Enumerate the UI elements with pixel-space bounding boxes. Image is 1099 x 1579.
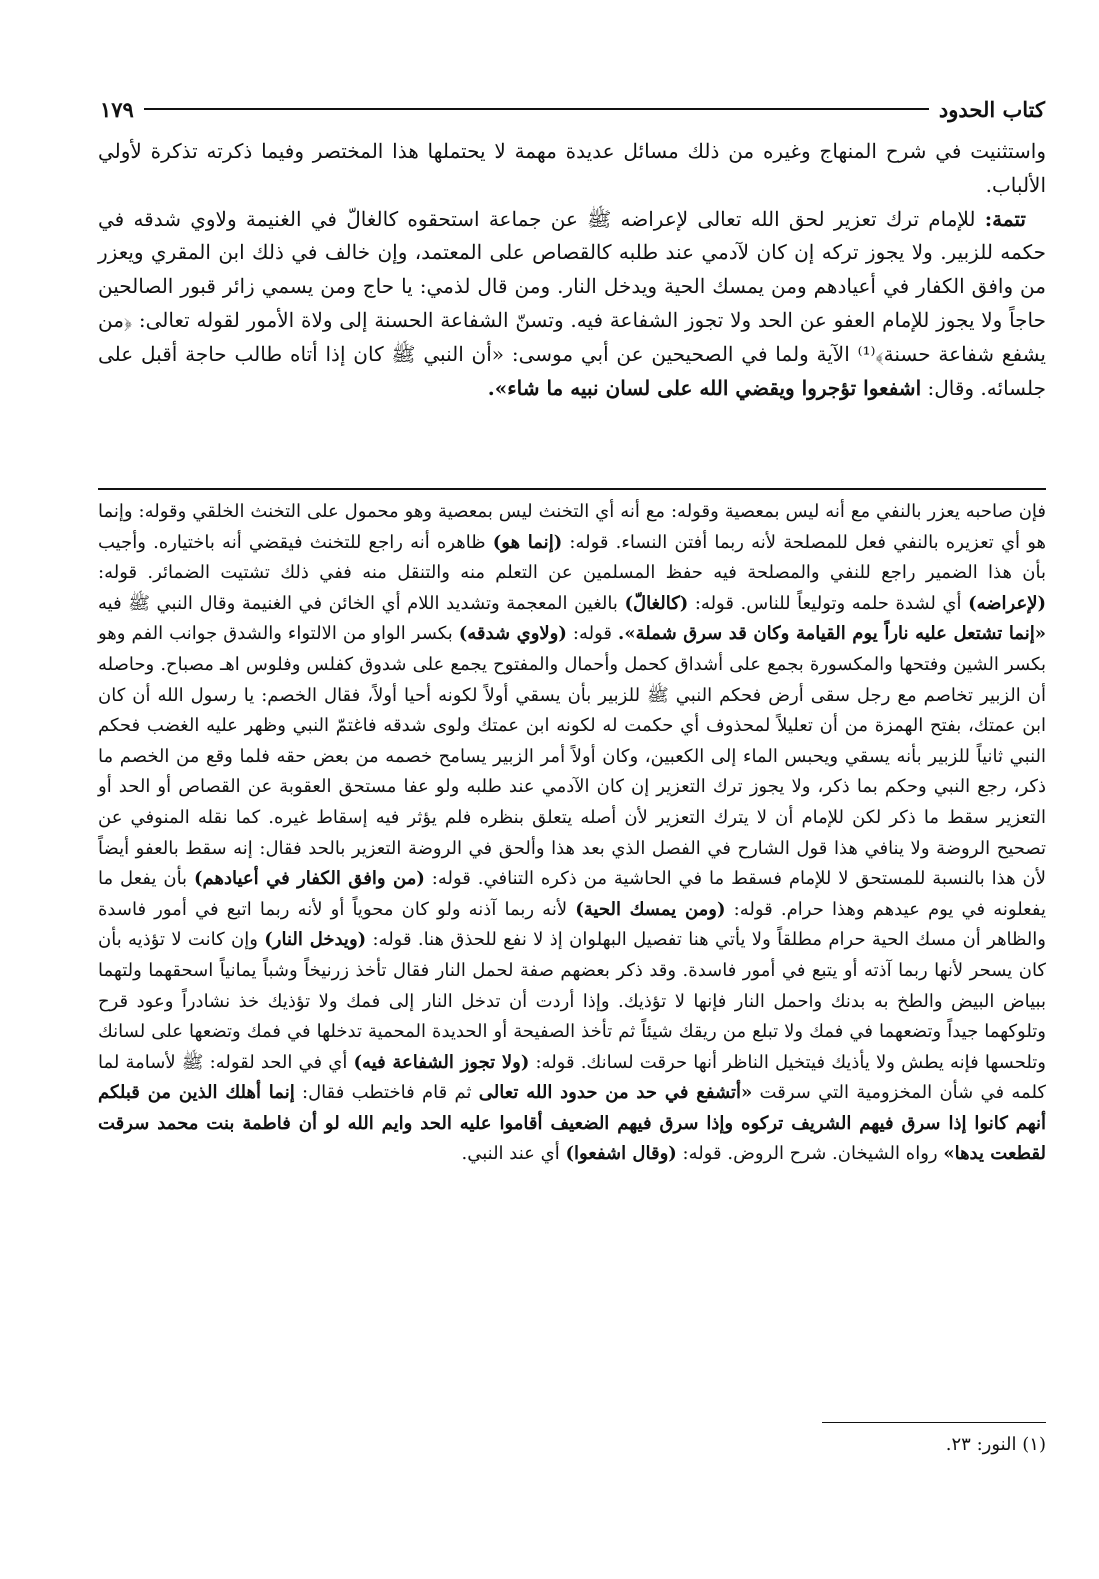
text-divider [98,488,1046,490]
running-header [100,92,1045,126]
commentary-lemma: (لإعراضه) [968,592,1046,614]
commentary-paragraph [98,497,1046,1170]
commentary-lemma: إنما أهلك الذين من قبلكم أنهم كانوا إذا سرق فيهم الشريف تركوه وإذا سرق فيهم الضعيف أقاموا عليه الحد وايم الله لو أن فاطمة بنت محمد سرقت لقطعت يدها» [98,1082,1046,1165]
commentary-text [98,497,1046,1170]
commentary-text-run: لأنه ربما آذنه ولو كان محوياً أو لأنه ربما اتبع في أمور فاسدة والظاهر أن مسك الحية حرام مطلقاً ولا يأتي هنا تفصيل البهلوان إذ لا نفع للحذق هنا. قوله: [98,898,1046,951]
commentary-text-run: فإن صاحبه يعزر بالنفي مع أنه ليس بمعصية وقوله: مع أنه أي التخنث ليس بمعصية وهو محمول على التخنث الخلقي وقوله: وإنما هو أي تعزيره بالنفي فعل للمصلحة لأنه ربما أفتن النساء. قوله: [98,501,1046,553]
commentary-text-run: أي عند النبي. [461,1143,560,1165]
commentary-text-run: رواه الشيخان. شرح الروض. قوله: [682,1143,938,1165]
commentary-text-run: قوله: [572,623,613,645]
commentary-lemma: (ولاوي شدقه) [458,623,567,645]
main-paragraph [98,203,1046,406]
commentary-lemma: (ومن يمسك الحية) [575,898,726,920]
commentary-text-run: أي لشدة حلمه وتوليعاً للناس. قوله: [694,592,962,614]
commentary-lemma: (كالغالّ) [624,592,689,614]
commentary-text-run: أي في الحد لقوله: ﷺ لأسامة لما كلمه في شأن المخزومية التي سرقت [98,1051,1046,1104]
main-text [98,135,1046,405]
footnote: (١) النور: ٢٣. [945,1434,1046,1455]
commentary-text-run: وإن كانت لا تؤذيه بأن كان يسحر لأنها ربما آذته أو يتبع في أمور فاسدة. وقد ذكر بعضهم صفة لحمل النار فقال تأخذ زرنيخاً وشباً يمانياً اسحقهما ولتهما ببياض البيض والطخ به بدنك واحمل النار فإنها لا تؤذيك. وإذا أردت أن تدخل النار إلى فمك ولا تؤذيك خذ نشادراً وعود قرح وتلوكهما جيداً وتضعهما في فمك ولا تبلع من ريقك شيئاً ثم تأخذ الصفيحة أو الحديدة المحمية تدخلها في فمك وتضعها على لسانك وتلحسها فإنه يطش ولا يأذيك فيتخيل الناظر أنها حرقت لسانك. قوله: [98,929,1046,1073]
commentary-text-run: بأن يفعل ما يفعلونه في يوم عيدهم وهذا حرام. قوله: [98,868,1046,920]
section-label: تتمة: [984,206,1026,231]
commentary-lemma: (إنما هو) [492,531,563,553]
hadith-quote: اشفعوا تؤجروا ويقضي الله على لسان نبيه ما شاء». [487,375,922,400]
chapter-title: كتاب الحدود [938,96,1045,122]
commentary-text-run: ظاهره أنه راجع للتخنث فيقضي أنه باختياره. وأجيب بأن هذا الضمير راجع للنفي والمصلحة فيه حفظ المسلمين عن التعلم منه والتنقل منه ففي ذلك تشتيت الضمائر. قوله: [98,531,1046,584]
page-number: ١٧٩ [100,96,134,122]
main-paragraph: واستثنيت في شرح المنهاج وغيره من ذلك مسائل عديدة مهمة لا يحتملها هذا المختصر وفيما ذكرته تذكرة لأولي الألباب. [98,139,1046,197]
commentary-lemma: (ولا تجوز الشفاعة فيه) [353,1051,530,1073]
main-paragraph-text: للإمام ترك تعزير لحق الله تعالى لإعراضه ﷺ عن جماعة استحقوه كالغالّ في الغنيمة ولاوي شدقه في حكمه للزبير. ولا يجوز تركه إن كان لآدمي عند طلبه كالقصاص على المعتمد، وإن خالف في ذلك ابن المقري ويعزر من وافق الكفار في أعيادهم ومن يمسك الحية ويدخل النار. ومن قال لذمي: يا حاج ومن يسمي زائر قبور الصالحين حاجاً ولا يجوز للإمام العفو عن الحد ولا تجوز الشفاعة فيه. وتسنّ الشفاعة الحسنة إلى ولاة الأمور لقوله تعالى: ﴿من يشفع شفاعة حسنة﴾⁽¹⁾ الآية ولما في الصحيحين عن أبي موسى: «أن النبي ﷺ كان إذا أتاه طالب حاجة أقبل على جلسائه. وقال: [98,206,1047,400]
footnote-rule [822,1422,1046,1423]
commentary-text-run: ثم قام فاختطب فقال: [302,1082,472,1104]
commentary-lemma: «إنما تشتعل عليه ناراً يوم القيامة وكان قد سرق شملة». [618,623,1046,645]
header-rule [144,108,929,110]
commentary-lemma: (وقال اشفعوا) [565,1143,677,1165]
commentary-text-run: بكسر الواو من الالتواء والشدق جوانب الفم وهو بكسر الشين وفتحها والمكسورة بجمع على أشداق كحمل وأحمال والمفتوح يجمع على شدوق كفلس وفلوس اهـ مصباح. وحاصله أن الزبير تخاصم مع رجل سقى أرض فحكم النبي ﷺ للزبير بأن يسقي أولاً لكونه أحيا أولاً، فقال الخصم: يا رسول الله أن كان ابن عمتك، بفتح الهمزة من أن تعليلاً لمحذوف أي حكمت له لكونه ابن عمتك ولوى شدقه فاغتمّ النبي وظهر عليه الغضب فحكم النبي ثانياً للزبير بأنه يسقي ويحبس الماء إلى الكعبين، وكان أولاً أمر الزبير يسامح خصمه من بعض حقه فلما وقع من الخصم ما ذكر، رجع النبي وحكم بما ذكر، ولا يجوز ترك التعزير إن كان الآدمي عند طلبه ولو عفا مستحق العقوبة عن القصاص أو الحد أو التعزير سقط ما ذكر لكن للإمام أن لا يترك التعزير لأن أصله يتعلق بنظره فلم يؤثر فيه إسقاط غيره. كما نقله المنوفي عن تصحيح الروضة ولا ينافي هذا قول الشارح في الفصل الذي بعد هذا وألحق في الروضة التعزير بالحد فقال: إنه سقط بالعفو أيضاً لأن هذا بالنسبة للمستحق لا للإمام فسقط ما في الحاشية من ذكره التنافي. قوله: [98,623,1046,890]
commentary-lemma: «أتشفع في حد من حدود الله تعالى [478,1082,753,1104]
commentary-text-run: بالغين المعجمة وتشديد اللام أي الخائن في الغنيمة وقال النبي ﷺ فيه [98,592,618,614]
commentary-lemma: (من وافق الكفار في أعيادهم) [193,868,425,890]
commentary-lemma: (ويدخل النار) [264,929,367,951]
